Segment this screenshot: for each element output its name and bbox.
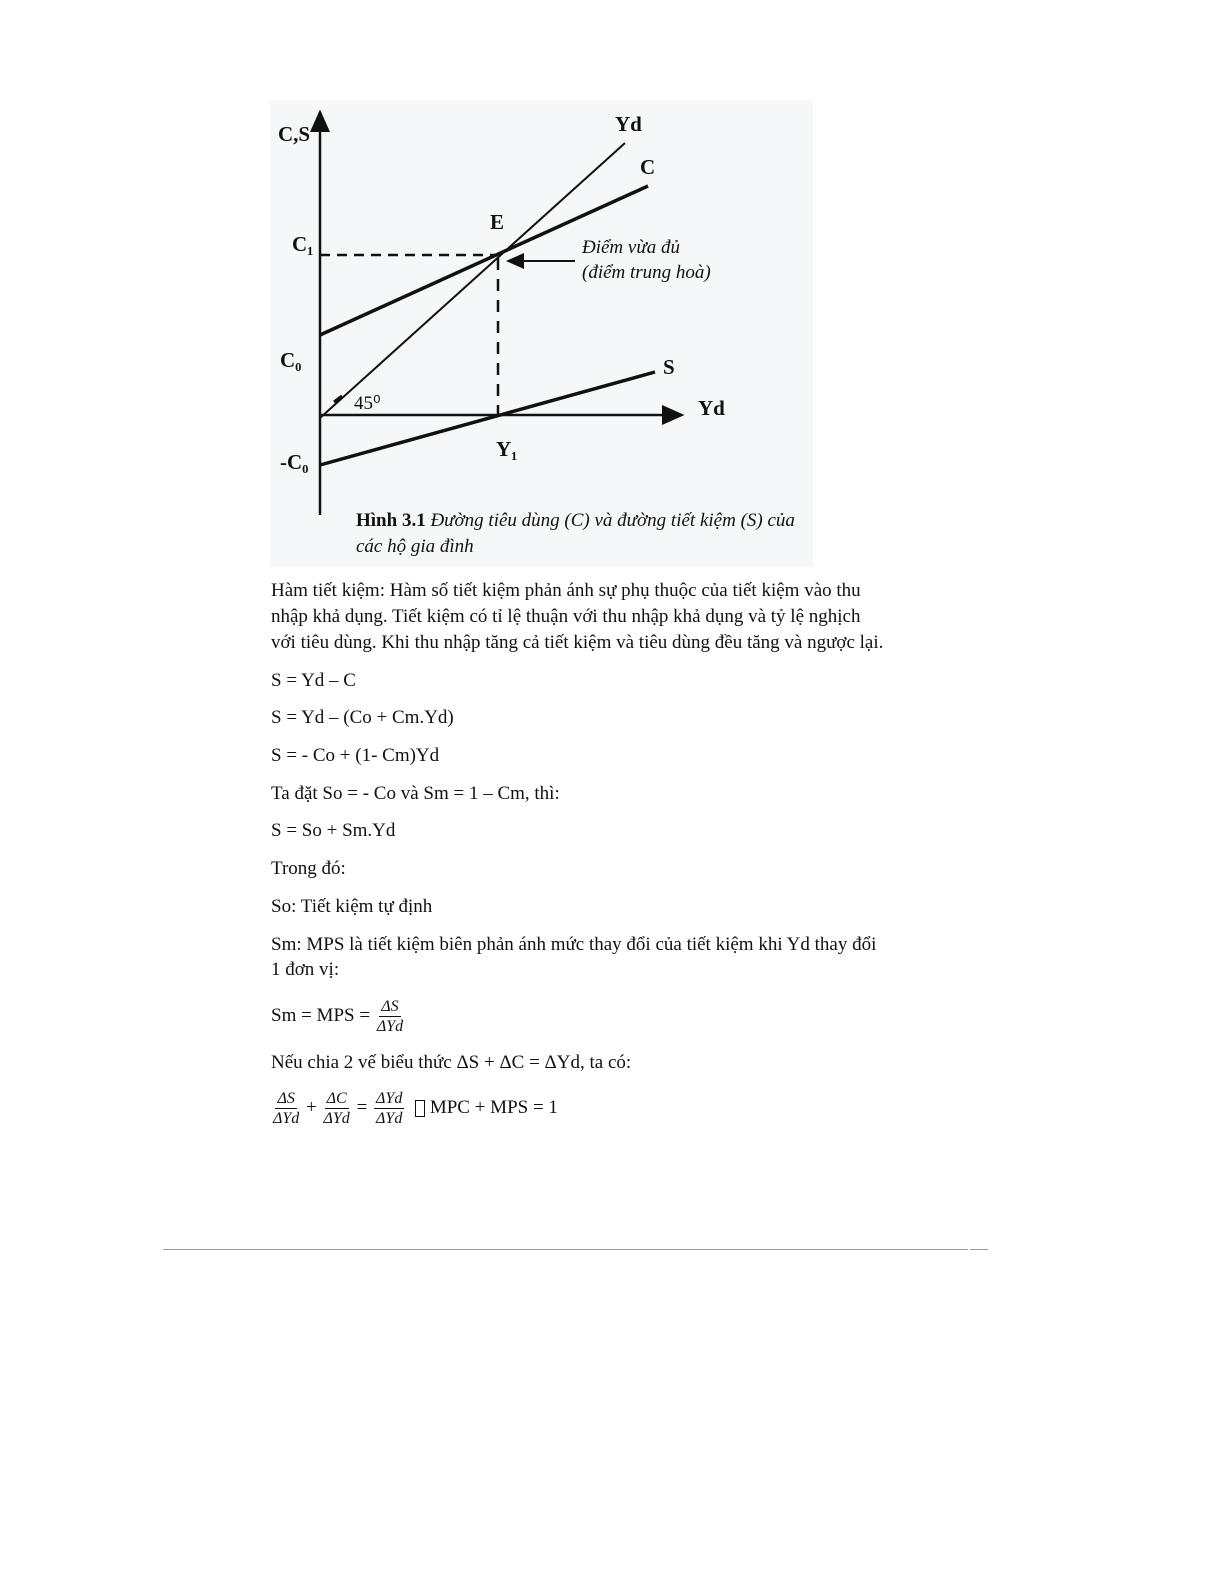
- mps-lhs: Sm = MPS =: [271, 1004, 371, 1026]
- saving-line: [320, 372, 655, 465]
- consumption-saving-figure: [270, 100, 813, 567]
- missing-glyph-box: [415, 1100, 425, 1117]
- paragraph-line: Hàm tiết kiệm: Hàm số tiết kiệm phản ánh sự phụ thuộc của tiết kiệm vào thu: [271, 580, 861, 601]
- equation: S = Yd – (Co + Cm.Yd): [271, 707, 454, 728]
- sum-formula: [271, 1089, 558, 1128]
- x-axis-label: Yd: [698, 396, 725, 420]
- footer-rule: [163, 1249, 968, 1250]
- numerator: ΔS: [277, 1090, 295, 1107]
- c-line-label: C: [640, 155, 656, 179]
- s-line-label: S: [663, 355, 675, 379]
- line-45-degree: [320, 143, 625, 418]
- paragraph-line: với tiêu dùng. Khi thu nhập tăng cả tiết kiệm và tiêu dùng đều tăng và ngược lại.: [271, 632, 884, 653]
- note-line1: Điểm vừa đủ: [582, 237, 680, 258]
- angle-label: 45⁰: [354, 393, 381, 414]
- y1-label: Y₁: [496, 437, 518, 461]
- text-line: 1 đơn vị:: [271, 959, 340, 980]
- numerator: ΔYd: [376, 1090, 403, 1107]
- text-line: Trong đó:: [271, 858, 346, 879]
- paragraph-line: nhập khả dụng. Tiết kiệm có tỉ lệ thuận với thu nhập khả dụng và tỷ lệ nghịch: [271, 606, 861, 627]
- fraction: [273, 1089, 299, 1128]
- yd-line-label: Yd: [615, 112, 642, 136]
- diagram-lines: [270, 100, 813, 567]
- mps-formula: [271, 997, 405, 1036]
- point-e-label: E: [490, 210, 505, 234]
- caption-text: Đường tiêu dùng (C) và đường tiết kiệm (S) của các hộ gia đình: [356, 510, 795, 557]
- text-line: So: Tiết kiệm tự định: [271, 896, 433, 917]
- result-text: MPC + MPS = 1: [425, 1096, 558, 1118]
- equation: S = So + Sm.Yd: [271, 820, 396, 841]
- figure-caption: [356, 508, 816, 560]
- denominator: ΔYd: [273, 1110, 300, 1127]
- plus-sign: +: [306, 1096, 317, 1118]
- fraction: [377, 997, 403, 1036]
- numerator: ΔC: [326, 1090, 347, 1107]
- denominator: ΔYd: [323, 1110, 350, 1127]
- neg-c0-label: -C₀: [280, 450, 309, 474]
- c1-label: C₁: [292, 232, 314, 256]
- text-line: Sm: MPS là tiết kiệm biên phản ánh mức thay đổi của tiết kiệm khi Yd thay đổi: [271, 934, 877, 955]
- equation: Ta đặt So = - Co và Sm = 1 – Cm, thì:: [271, 783, 560, 804]
- fraction: [374, 1089, 404, 1128]
- equals-sign: =: [356, 1096, 368, 1118]
- equation: S = - Co + (1- Cm)Yd: [271, 745, 440, 766]
- denominator: ΔYd: [376, 1110, 403, 1127]
- numerator: ΔS: [381, 998, 399, 1015]
- note-line2: (điểm trung hoà): [582, 262, 711, 283]
- text-line: Nếu chia 2 vế biểu thức ΔS + ΔC = ΔYd, ta có:: [271, 1052, 632, 1073]
- fraction: [324, 1089, 350, 1128]
- caption-number: Hình 3.1: [356, 510, 426, 531]
- footer-rule-end: [970, 1249, 988, 1250]
- denominator: ΔYd: [376, 1018, 404, 1035]
- c0-label: C₀: [280, 348, 302, 372]
- equation: S = Yd – C: [271, 670, 356, 691]
- consumption-line: [320, 186, 648, 335]
- y-axis-label: C,S: [278, 122, 311, 146]
